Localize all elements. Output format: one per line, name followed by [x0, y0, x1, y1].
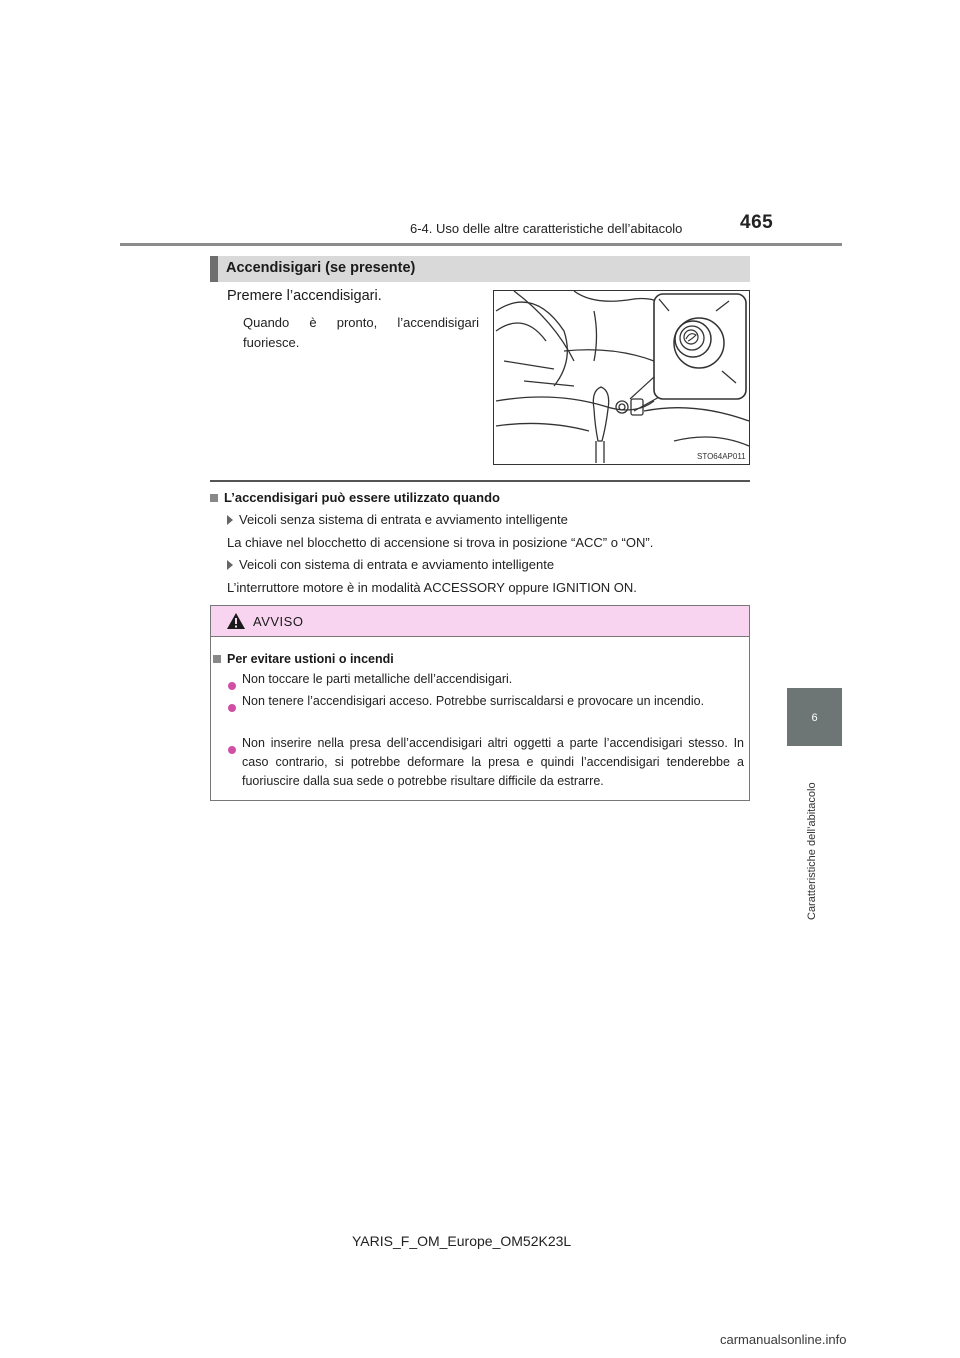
section-title: Accendisigari (se presente) [226, 260, 416, 276]
watermark: carmanualsonline.info [720, 1332, 847, 1347]
warning-label: AVVISO [253, 614, 304, 629]
condition-detail: L’interruttore motore è in modalità ACCESSORY oppure IGNITION ON. [227, 580, 637, 595]
conditions-title: L’accendisigari può essere utilizzato quando [210, 490, 500, 505]
section-title-marker [210, 256, 218, 282]
bullet-dot-icon [228, 677, 236, 695]
triangle-bullet-icon [227, 560, 233, 570]
square-bullet-icon [210, 494, 218, 502]
condition-detail: La chiave nel blocchetto di accensione si trova in posizione “ACC” o “ON”. [227, 535, 654, 550]
bullet-dot-icon [228, 699, 236, 717]
condition-case: Veicoli senza sistema di entrata e avviamento intelligente [227, 512, 568, 527]
step-text: Premere l’accendisigari. [227, 288, 382, 304]
section-label: 6-4. Uso delle altre caratteristiche dell’abitacolo [410, 221, 683, 236]
dashboard-drawing [494, 291, 749, 464]
cigarette-lighter-illustration [493, 290, 750, 465]
warning-bullet: Non tenere l’accendisigari acceso. Potrebbe surriscaldarsi e provocare un incendio. [242, 694, 705, 708]
warning-bullet: Non toccare le parti metalliche dell’accendisigari. [242, 672, 513, 686]
chapter-number: 6 [811, 712, 818, 724]
illustration-code: STO64AP011 [697, 452, 746, 461]
page-number: 465 [740, 212, 774, 233]
warning-subtitle: Per evitare ustioni o incendi [213, 652, 394, 666]
warning-bullet: Non inserire nella presa dell’accendisigari altri oggetti a parte l’accendisigari stesso. In caso contrario, si potrebbe deformare la presa e quindi l’accendisigari tenderebbe a fuoriuscire dalla sua sede o potrebbe risultare difficile da estrarre. [242, 736, 744, 788]
triangle-bullet-icon [227, 515, 233, 525]
bullet-dot-icon [228, 741, 236, 759]
step-note: Quando è pronto, l’accendisigari fuoriesce. [243, 315, 479, 350]
warning-triangle-icon [226, 612, 246, 635]
chapter-title: Caratteristiche dell’abitacolo [806, 782, 818, 920]
condition-case: Veicoli con sistema di entrata e avviamento intelligente [227, 557, 554, 572]
square-bullet-icon [213, 655, 221, 663]
section-divider [210, 480, 750, 482]
document-code: YARIS_F_OM_Europe_OM52K23L [352, 1233, 572, 1249]
header-rule [120, 243, 842, 246]
